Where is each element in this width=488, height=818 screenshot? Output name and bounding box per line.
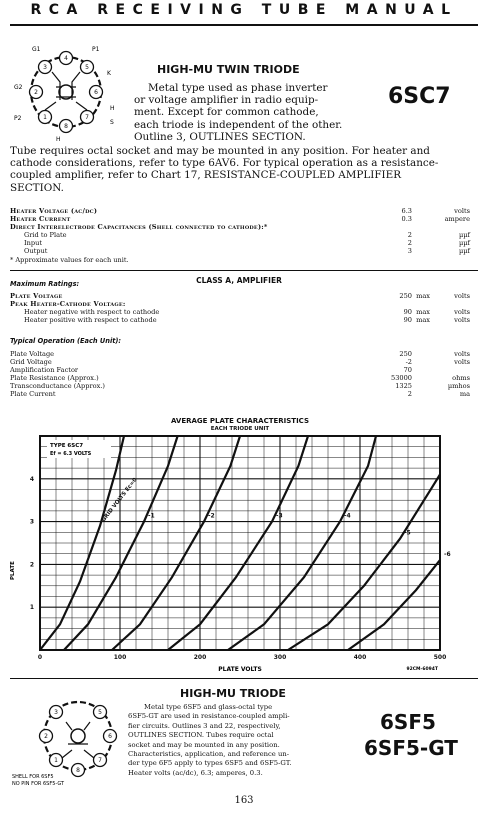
- rating-label: Heater positive with respect to cathode: [24, 316, 157, 325]
- svg-text:4: 4: [64, 55, 68, 62]
- svg-text:8: 8: [76, 767, 80, 774]
- class-heading: CLASS A, AMPLIFIER: [196, 276, 282, 285]
- svg-text:2: 2: [34, 89, 38, 96]
- desc-line: Metal type 6SF5 and glass-octal type: [144, 703, 273, 711]
- curve-label-3: -3: [276, 512, 283, 520]
- rating-unit: volts: [454, 292, 470, 300]
- typical-unit: µmhos: [447, 382, 470, 391]
- curve-label-1: -1: [148, 512, 155, 520]
- series-curve-6: [348, 560, 440, 650]
- pin-label-p2: P2: [14, 115, 22, 122]
- svg-text:1: 1: [43, 114, 47, 121]
- curve-label-4: -4: [344, 512, 351, 520]
- typical-label: Plate Voltage: [10, 350, 55, 358]
- desc-line: fier circuits. Outlines 3 and 22, respectively,: [128, 721, 281, 730]
- chart-subtitle: EACH TRIODE UNIT: [210, 426, 270, 432]
- desc-line: 6SF5-GT are used in resistance-coupled ampli-: [128, 712, 290, 721]
- tube-type-6sc7: 6SC7: [388, 84, 451, 109]
- svg-text:3: 3: [54, 709, 58, 716]
- x-tick-label: 300: [273, 654, 287, 661]
- rating-label: Output: [24, 247, 48, 256]
- desc-line: socket and may be mounted in any position.: [128, 740, 280, 749]
- rating-label: Direct Interelectrode Capacitances (Shell connected to cathode):*: [10, 223, 268, 232]
- chart-ticks: [30, 476, 446, 661]
- pin-label-p1: P1: [92, 46, 100, 53]
- svg-text:6: 6: [108, 733, 112, 740]
- typical-unit: ohms: [452, 374, 470, 383]
- desc-line: OUTLINES SECTION. Tubes require octal: [128, 731, 274, 740]
- typical-value: 1325: [395, 382, 412, 391]
- y-tick-label: 1: [29, 604, 34, 612]
- desc-line: Characteristics, application, and reference un-: [128, 750, 290, 759]
- rating-value: 0.3: [401, 215, 412, 224]
- page-number: 163: [234, 795, 254, 806]
- rating-label: Heater negative with respect to cathode: [24, 308, 160, 317]
- x-tick-label: 0: [37, 654, 43, 661]
- svg-text:5: 5: [98, 709, 102, 716]
- desc-line: Heater volts (ac/dc), 6.3; amperes, 0.3.: [128, 768, 263, 777]
- typical-value: 2: [407, 390, 412, 399]
- tube-type-6sf5-gt: 6SF5-GT: [364, 736, 458, 760]
- rating-value: 6.3: [401, 207, 412, 215]
- rating-value: 2: [407, 239, 412, 248]
- typical-unit: volts: [454, 358, 470, 367]
- curve-label-0: GRID VOLTS Ec=0: [100, 477, 139, 524]
- chart-box-subtitle: Ef = 6.3 VOLTS: [50, 451, 92, 457]
- desc-line: cathode considerations, refer to type 6AV6. For typical operation as a resistance-: [10, 157, 439, 170]
- y-tick-label: 4: [29, 475, 34, 483]
- svg-text:3: 3: [43, 64, 47, 71]
- rating-max: max: [416, 316, 430, 325]
- base-diagram-6sc7: [12, 42, 124, 142]
- x-tick-label: 400: [353, 654, 367, 661]
- x-axis-label: PLATE VOLTS: [218, 666, 262, 673]
- rating-label: Peak Heater-Cathode Voltage:: [10, 300, 126, 309]
- rating-value: 2: [407, 231, 412, 240]
- tube2-description: [128, 703, 363, 778]
- typical-value: 70: [403, 366, 412, 375]
- desc-line: Tube requires octal socket and may be mounted in any position. For heater and: [10, 145, 430, 157]
- x-tick-label: 500: [433, 654, 447, 661]
- typical-label: Plate Current: [10, 390, 56, 399]
- header-rule: [10, 24, 478, 26]
- typical-value: 53000: [391, 374, 412, 383]
- typical-operation-heading: Typical Operation (Each Unit):: [10, 337, 122, 345]
- y-tick-label: 3: [29, 518, 34, 526]
- rating-value: 90: [403, 316, 412, 325]
- rating-value: 250: [399, 292, 412, 300]
- section-heading-6sf5: HIGH-MU TRIODE: [180, 687, 286, 700]
- tube1-long-description: [10, 145, 480, 194]
- chart-title: AVERAGE PLATE CHARACTERISTICS: [170, 417, 309, 425]
- typical-unit: ma: [459, 390, 470, 399]
- desc-line: each triode is independent of the other.: [134, 118, 343, 131]
- desc-line: SECTION.: [10, 181, 64, 194]
- rating-max: max: [416, 292, 430, 300]
- footnote: * Approximate values for each unit.: [10, 255, 129, 264]
- max-ratings-heading: Maximum Ratings:: [10, 280, 80, 288]
- typical-label: Plate Resistance (Approx.): [10, 374, 99, 383]
- rating-label: Plate Voltage: [10, 292, 63, 300]
- typical-value: 250: [399, 350, 412, 358]
- pin-label-h1: H: [110, 105, 115, 112]
- rating-value: 90: [403, 308, 412, 317]
- y-tick-label: 2: [29, 561, 34, 569]
- rating-label: Heater Voltage (ac/dc): [10, 207, 98, 215]
- y-axis-label: PLATE: [10, 561, 16, 580]
- plate-characteristics-chart: [0, 430, 488, 675]
- typical-label: Amplification Factor: [10, 366, 79, 375]
- typical-label: Transconductance (Approx.): [10, 382, 105, 391]
- rating-unit: µµf: [458, 239, 470, 248]
- curve-label-2: -2: [208, 512, 215, 520]
- tube1-short-description: [134, 82, 359, 143]
- typical-unit: volts: [454, 350, 470, 358]
- typical-value: -2: [405, 358, 412, 367]
- chart-drawing-code: 92CM-6094T: [406, 667, 438, 672]
- series-curve-5: [288, 475, 440, 651]
- svg-text:2: 2: [44, 733, 48, 740]
- rating-label: Input: [24, 239, 42, 248]
- x-tick-label: 100: [113, 654, 127, 661]
- svg-text:7: 7: [85, 114, 89, 121]
- pin-label-k: K: [107, 70, 111, 77]
- rating-max: max: [416, 308, 430, 317]
- rating-label: Grid to Plate: [24, 231, 67, 240]
- svg-text:7: 7: [98, 757, 102, 764]
- rating-unit: volts: [454, 207, 470, 215]
- svg-text:5: 5: [85, 64, 89, 71]
- svg-text:8: 8: [64, 123, 68, 130]
- rating-label: Heater Current: [10, 215, 71, 224]
- chart-box-title: TYPE 6SC7: [50, 443, 84, 449]
- base-diagram-6sf5: [12, 688, 132, 790]
- svg-text:6: 6: [94, 89, 98, 96]
- typical-operation: [10, 350, 470, 399]
- rating-unit: volts: [454, 308, 470, 317]
- rating-unit: µµf: [458, 231, 470, 240]
- heater-ratings: [10, 207, 470, 264]
- curve-label-5: -5: [404, 529, 411, 537]
- socket-note-line: NO PIN FOR 6SF5-GT: [12, 781, 65, 787]
- desc-line: Outline 3, OUTLINES SECTION.: [134, 130, 306, 143]
- pin-label-s: S: [110, 119, 114, 126]
- rating-value: 3: [407, 247, 412, 256]
- curve-label-6: -6: [444, 551, 451, 559]
- running-header: RCA RECEIVING TUBE MANUAL: [30, 2, 458, 18]
- desc-line: or voltage amplifier in radio equip-: [134, 94, 319, 107]
- chart-grid: [40, 436, 440, 650]
- rating-unit: µµf: [458, 247, 470, 256]
- divider: [10, 678, 478, 679]
- pin-label-g2: G2: [14, 84, 23, 91]
- svg-text:1: 1: [54, 757, 58, 764]
- rating-unit: ampere: [444, 215, 470, 224]
- divider: [10, 270, 478, 271]
- socket-note-line: SHELL FOR 6SF5: [12, 774, 54, 780]
- max-ratings: [10, 292, 470, 324]
- typical-label: Grid Voltage: [10, 358, 52, 367]
- x-tick-label: 200: [193, 654, 207, 661]
- desc-line: der type 6F5 apply to types 6SF5 and 6SF5-GT.: [128, 759, 292, 768]
- desc-line: coupled amplifier, refer to Chart 17, RESISTANCE-COUPLED AMPLIFIER: [10, 169, 402, 182]
- rating-unit: volts: [454, 316, 470, 325]
- pin-label-g1: G1: [32, 46, 41, 53]
- desc-line: ment. Except for common cathode,: [134, 106, 319, 119]
- desc-line: Metal type used as phase inverter: [148, 82, 328, 94]
- pin-label-h2: H: [56, 136, 61, 142]
- section-heading-6sc7: HIGH-MU TWIN TRIODE: [157, 63, 300, 76]
- tube-type-6sf5: 6SF5: [380, 710, 436, 734]
